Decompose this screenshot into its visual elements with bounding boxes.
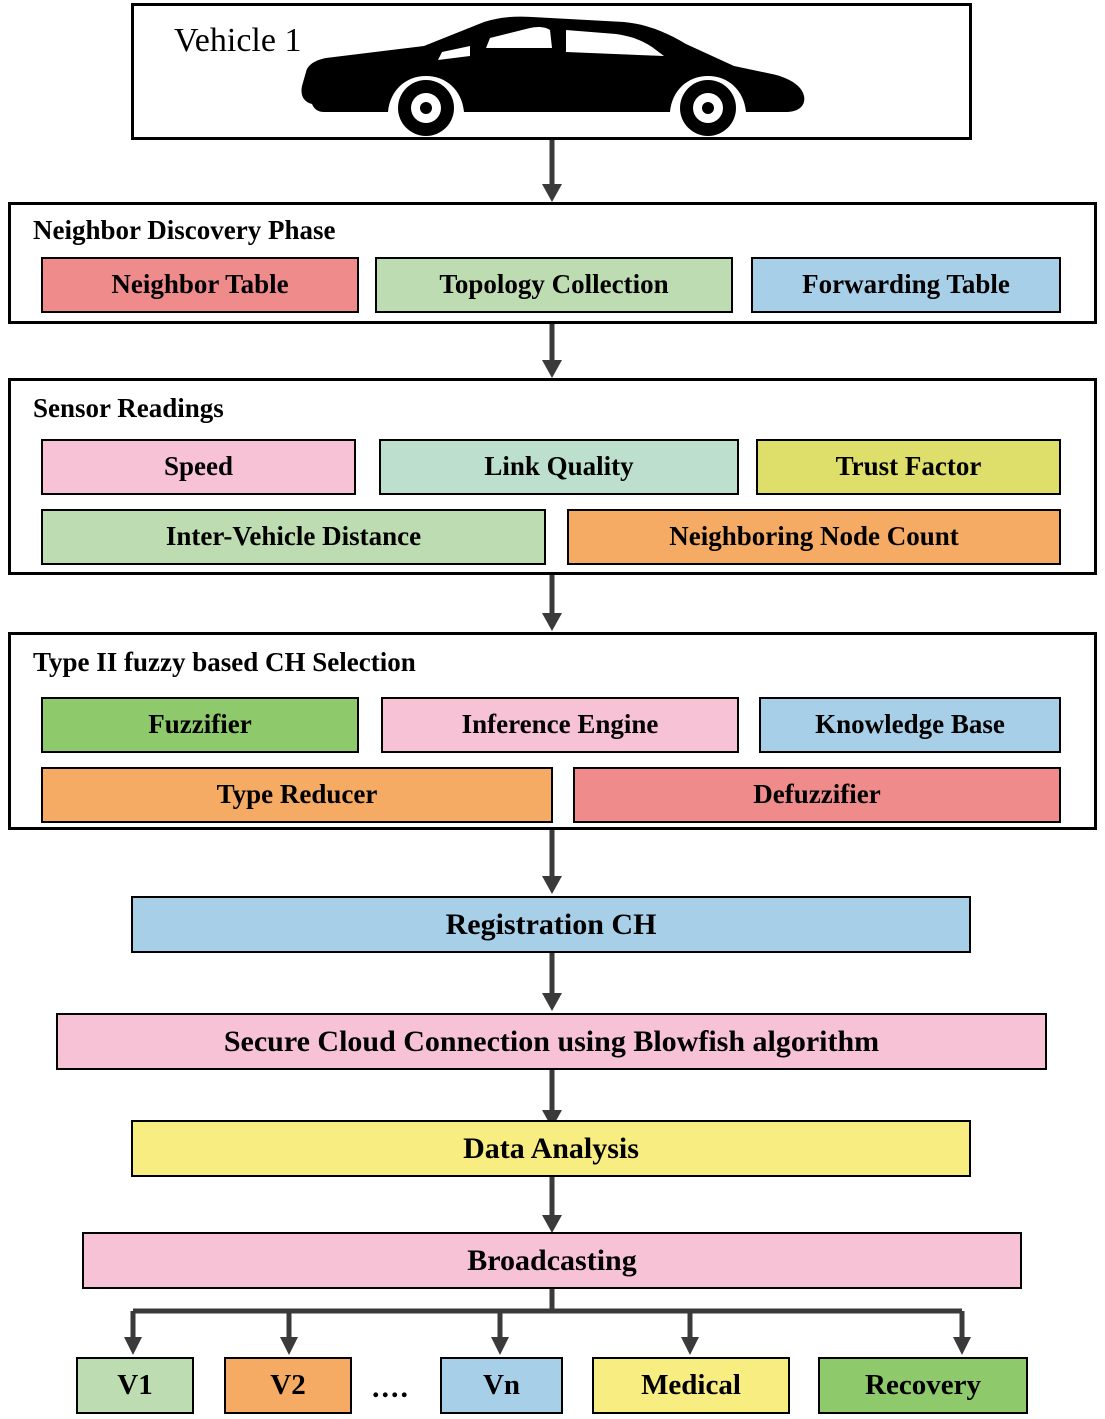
arrow-data-analysis-to-broadcasting	[536, 1177, 568, 1235]
arrow-broadcast-fanout	[0, 1289, 1105, 1359]
arrow-fuzzy-to-registration	[536, 830, 568, 896]
stage-data-analysis[interactable]	[131, 1120, 971, 1177]
output-label: Recovery	[865, 1369, 981, 1401]
output-medical[interactable]	[592, 1357, 790, 1414]
chip-forwarding-table[interactable]	[751, 257, 1061, 313]
output-label: Medical	[641, 1369, 741, 1401]
chip-knowledge-base[interactable]	[759, 697, 1061, 753]
vehicle-panel	[131, 3, 972, 140]
arrow-registration-to-secure-cloud	[536, 953, 568, 1013]
chip-inference-engine[interactable]	[381, 697, 739, 753]
neighbor-discovery-title: Neighbor Discovery Phase	[33, 215, 336, 245]
arrow-neighbor-to-sensor	[536, 324, 568, 380]
chip-label: Neighbor Table	[111, 269, 289, 300]
chip-inter-vehicle-distance[interactable]	[41, 509, 546, 565]
neighbor-discovery-panel	[8, 202, 1097, 324]
output-v1[interactable]	[76, 1357, 194, 1414]
chip-neighbor-table[interactable]	[41, 257, 359, 313]
output-label: V1	[117, 1369, 153, 1401]
output-vn[interactable]	[440, 1357, 563, 1414]
stage-broadcasting[interactable]	[82, 1232, 1022, 1289]
arrow-vehicle-to-neighbor	[536, 140, 568, 204]
vehicle-label: Vehicle 1	[174, 22, 302, 59]
chip-defuzzifier[interactable]	[573, 767, 1061, 823]
stage-label: Data Analysis	[463, 1131, 639, 1165]
chip-label: Link Quality	[484, 451, 634, 482]
output-recovery[interactable]	[818, 1357, 1028, 1414]
chip-label: Type Reducer	[216, 779, 378, 810]
stage-registration-ch[interactable]	[131, 896, 971, 953]
chip-label: Inference Engine	[461, 709, 659, 740]
chip-label: Trust Factor	[835, 451, 982, 482]
output-label: V2	[270, 1369, 306, 1401]
chip-label: Topology Collection	[439, 269, 669, 300]
chip-label: Fuzzifier	[148, 709, 252, 740]
sensor-readings-title: Sensor Readings	[33, 393, 224, 423]
chip-label: Inter-Vehicle Distance	[165, 521, 422, 552]
stage-secure-cloud-connection[interactable]	[56, 1013, 1047, 1070]
car-icon	[294, 16, 814, 141]
chip-neighboring-node-count[interactable]	[567, 509, 1061, 565]
arrow-sensor-to-fuzzy	[536, 575, 568, 633]
chip-speed[interactable]	[41, 439, 356, 495]
chip-fuzzifier[interactable]	[41, 697, 359, 753]
chip-label: Knowledge Base	[815, 709, 1005, 740]
sensor-readings-panel	[8, 378, 1097, 575]
chip-label: Forwarding Table	[802, 269, 1010, 300]
fuzzy-ch-selection-panel	[8, 632, 1097, 830]
output-label: Vn	[482, 1369, 521, 1401]
ellipsis-label: ....	[372, 1371, 410, 1404]
chip-label: Defuzzifier	[753, 779, 881, 810]
fuzzy-ch-selection-title: Type II fuzzy based CH Selection	[33, 647, 416, 677]
chip-trust-factor[interactable]	[756, 439, 1061, 495]
stage-label: Registration CH	[445, 907, 657, 941]
chip-link-quality[interactable]	[379, 439, 739, 495]
chip-label: Neighboring Node Count	[669, 521, 959, 552]
stage-label: Broadcasting	[467, 1243, 637, 1277]
chip-type-reducer[interactable]	[41, 767, 553, 823]
chip-label: Speed	[163, 451, 234, 482]
stage-label: Secure Cloud Connection using Blowfish algorithm	[223, 1024, 880, 1058]
output-v2[interactable]	[224, 1357, 352, 1414]
chip-topology-collection[interactable]	[375, 257, 733, 313]
